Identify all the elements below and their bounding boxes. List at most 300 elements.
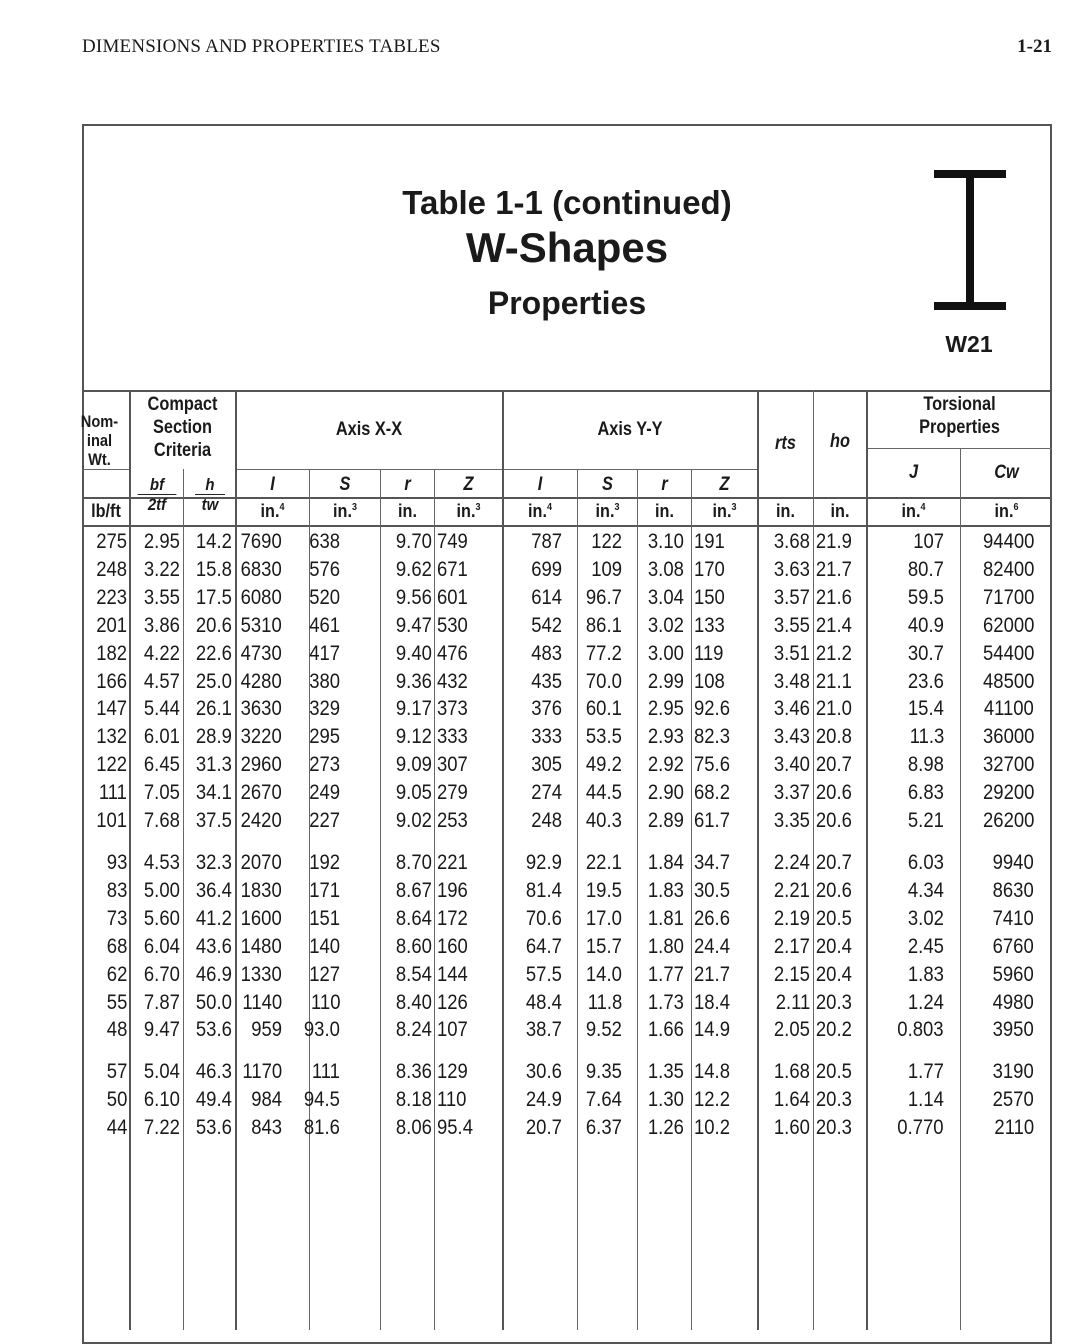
rx-cell: 8.54 — [396, 962, 432, 986]
ry-cell: 1.73 — [648, 990, 684, 1014]
fraction-numerator: h — [195, 475, 225, 495]
fraction-denominator: 2tf — [147, 495, 167, 514]
rx-cell: 8.36 — [396, 1060, 432, 1083]
iy-cell: 248 — [531, 809, 562, 832]
sy-cell: 77.2 — [586, 641, 622, 665]
zy-cell: 30.5 — [694, 878, 730, 902]
ry-cell: 3.02 — [648, 613, 684, 637]
ix-cell: 959 — [251, 1018, 282, 1042]
zx-header: Z — [463, 474, 474, 495]
ry-cell: 1.80 — [648, 934, 684, 958]
zx-cell: 129 — [437, 1060, 468, 1083]
bf-2tf-cell: 6.04 — [144, 934, 180, 958]
sx-cell: 171 — [309, 878, 340, 902]
rts-cell: 3.35 — [774, 809, 810, 832]
header-line: Torsional — [923, 394, 996, 415]
sx-cell: 140 — [309, 934, 340, 958]
axis-xx-header: Axis X-X — [335, 419, 403, 440]
rule — [82, 469, 130, 470]
zy-cell: 133 — [694, 613, 725, 637]
ry-cell: 1.83 — [648, 878, 684, 902]
cw-cell: 2110 — [994, 1115, 1034, 1139]
iy-cell: 57.5 — [526, 962, 562, 986]
sx-cell: 249 — [309, 781, 340, 805]
cw-cell: 2570 — [992, 1087, 1034, 1111]
zx-cell: 107 — [437, 1018, 468, 1042]
zy-cell: 68.2 — [694, 781, 730, 805]
rts-cell: 2.24 — [774, 851, 810, 874]
bf-2tf-cell: 6.45 — [144, 753, 180, 777]
table-subtitle: Properties — [487, 285, 647, 321]
iy-cell: 38.7 — [526, 1018, 562, 1042]
table-row — [82, 612, 1052, 640]
ix-cell: 2420 — [240, 809, 282, 832]
unit-ho: in. — [830, 501, 850, 521]
cw-cell: 3950 — [992, 1018, 1034, 1042]
ry-cell: 3.04 — [648, 585, 684, 609]
ix-cell: 5310 — [240, 613, 282, 637]
bf-2tf-cell: 5.60 — [144, 906, 180, 930]
ry-cell: 1.30 — [648, 1087, 684, 1111]
header-line: Properties — [919, 417, 1000, 438]
h-tw-fraction — [195, 475, 225, 514]
h-tw-cell: 22.6 — [196, 641, 232, 665]
ho-cell: 20.3 — [816, 1115, 852, 1139]
ry-cell: 2.92 — [648, 753, 684, 777]
h-tw-cell: 53.6 — [196, 1115, 232, 1139]
bf-2tf-cell: 3.22 — [144, 557, 180, 581]
cw-cell: 26200 — [982, 809, 1034, 832]
cw-cell: 32700 — [982, 753, 1034, 777]
nominal-wt-cell: 182 — [96, 641, 127, 665]
ho-cell: 21.0 — [816, 697, 852, 721]
table-row — [82, 723, 1052, 751]
ry-header: r — [661, 474, 668, 495]
header-bottom-rule — [82, 497, 1052, 499]
rts-label: rts — [775, 433, 796, 454]
zy-cell: 21.7 — [694, 962, 730, 986]
sx-cell: 127 — [309, 962, 340, 986]
sx-cell: 111 — [311, 1060, 340, 1083]
page-number: 1-21 — [1017, 36, 1052, 57]
rts-cell: 1.64 — [774, 1087, 810, 1111]
sx-cell: 94.5 — [304, 1087, 340, 1111]
sy-cell: 109 — [591, 557, 622, 581]
cw-cell: 9940 — [992, 851, 1034, 874]
zy-cell: 26.6 — [694, 906, 730, 930]
sy-header: S — [602, 474, 613, 495]
unit-text: in. — [528, 501, 547, 521]
ix-cell: 1830 — [240, 878, 282, 902]
cw-cell: 4980 — [992, 990, 1034, 1014]
zx-cell: 221 — [437, 851, 468, 874]
nominal-wt-cell: 50 — [106, 1087, 127, 1111]
rx-cell: 9.56 — [396, 585, 432, 609]
ix-cell: 2670 — [240, 781, 282, 805]
sy-cell: 14.0 — [586, 962, 622, 986]
ix-cell: 843 — [251, 1115, 282, 1139]
iy-header: I — [537, 474, 543, 495]
h-tw-cell: 34.1 — [196, 781, 232, 805]
bf-2tf-cell: 3.86 — [144, 613, 180, 637]
ry-cell: 1.26 — [648, 1115, 684, 1139]
h-tw-cell: 31.3 — [196, 753, 232, 777]
ho-cell: 21.4 — [816, 613, 852, 637]
header-line: Wt. — [88, 450, 111, 469]
iy-cell: 614 — [531, 585, 562, 609]
rx-cell: 9.70 — [396, 530, 432, 553]
zx-cell: 95.4 — [437, 1115, 473, 1139]
iy-cell: 274 — [531, 781, 562, 805]
ix-cell: 2070 — [240, 851, 282, 874]
j-cell: 0.770 — [897, 1115, 944, 1139]
rx-cell: 9.09 — [396, 753, 432, 777]
rx-cell: 8.06 — [396, 1115, 432, 1139]
unit-text: in. — [260, 501, 280, 521]
zy-cell: 82.3 — [694, 725, 730, 749]
h-tw-cell: 43.6 — [196, 934, 232, 958]
nominal-wt-header — [78, 412, 121, 469]
table-row — [82, 1016, 1052, 1044]
compact-section-header — [137, 393, 227, 462]
bf-2tf-cell: 7.68 — [144, 809, 180, 832]
rx-cell: 9.05 — [396, 781, 432, 805]
sy-cell: 70.0 — [586, 669, 622, 693]
unit-text: in. — [901, 501, 921, 521]
ho-cell: 20.5 — [816, 906, 852, 930]
h-tw-cell: 32.3 — [196, 851, 232, 874]
j-cell: 23.6 — [908, 669, 944, 693]
nominal-wt-cell: 48 — [106, 1018, 127, 1042]
rx-cell: 8.64 — [396, 906, 432, 930]
sy-cell: 86.1 — [586, 613, 622, 637]
zy-cell: 12.2 — [694, 1087, 730, 1111]
j-cell: 1.14 — [908, 1087, 944, 1111]
h-tw-cell: 36.4 — [196, 878, 232, 902]
sy-cell: 49.2 — [586, 753, 622, 777]
bf-2tf-cell: 4.57 — [144, 669, 180, 693]
zy-cell: 170 — [694, 557, 725, 581]
rts-cell: 2.05 — [774, 1018, 810, 1042]
sy-cell: 44.5 — [586, 781, 622, 805]
table-row — [82, 807, 1052, 835]
ix-cell: 7690 — [240, 530, 282, 553]
cw-cell: 54400 — [982, 641, 1034, 665]
bf-2tf-cell: 6.70 — [144, 962, 180, 986]
sy-cell: 6.37 — [586, 1115, 622, 1139]
rts-cell: 3.37 — [774, 781, 810, 805]
unit-cw: in.$^6$ — [994, 501, 1019, 521]
rts-header — [762, 432, 809, 455]
bf-2tf-cell: 6.01 — [144, 725, 180, 749]
unit-text: in. — [595, 501, 615, 521]
h-tw-cell: 25.0 — [196, 669, 232, 693]
table-row — [82, 584, 1052, 612]
sx-cell: 151 — [309, 906, 340, 930]
table-row — [82, 905, 1052, 933]
h-tw-cell: 20.6 — [196, 613, 232, 637]
ix-cell: 984 — [251, 1087, 282, 1111]
header-line: Nom- — [80, 412, 119, 431]
fraction-denominator: tw — [201, 495, 219, 514]
rts-cell: 3.55 — [774, 613, 810, 637]
bf-2tf-fraction — [138, 475, 177, 514]
sx-cell: 110 — [310, 990, 340, 1014]
cw-cell: 41100 — [983, 697, 1034, 721]
h-tw-cell: 46.9 — [196, 962, 232, 986]
cw-cell: 7410 — [992, 906, 1034, 930]
zx-cell: 476 — [437, 641, 468, 665]
rts-cell: 1.68 — [774, 1060, 810, 1083]
rts-cell: 3.68 — [774, 530, 810, 553]
ho-cell: 20.3 — [816, 990, 852, 1014]
nominal-wt-cell: 122 — [96, 753, 127, 777]
ho-cell: 21.9 — [816, 530, 852, 553]
j-cell: 1.77 — [908, 1060, 944, 1083]
rx-cell: 8.18 — [396, 1087, 432, 1111]
rx-cell: 8.67 — [396, 878, 432, 902]
table-row — [82, 556, 1052, 584]
zx-cell: 196 — [437, 878, 468, 902]
iy-cell: 24.9 — [526, 1087, 562, 1111]
table-row — [82, 779, 1052, 807]
zx-cell: 110 — [437, 1087, 467, 1111]
sy-cell: 17.0 — [586, 906, 622, 930]
j-cell: 8.98 — [908, 753, 944, 777]
rx-cell: 8.40 — [396, 990, 432, 1014]
nominal-wt-cell: 57 — [106, 1060, 127, 1083]
nominal-wt-cell: 248 — [96, 557, 127, 581]
rx-header: r — [404, 474, 411, 495]
ho-cell: 20.8 — [816, 725, 852, 749]
bf-2tf-cell: 7.05 — [144, 781, 180, 805]
h-tw-cell: 41.2 — [196, 906, 232, 930]
table-row — [82, 849, 1052, 877]
cw-cell: 29200 — [982, 781, 1034, 805]
nominal-wt-cell: 68 — [106, 934, 127, 958]
rts-cell: 2.17 — [774, 934, 810, 958]
cw-header: Cw — [994, 462, 1019, 483]
table-number-title: Table 1-1 (continued) — [402, 184, 732, 221]
rule — [866, 448, 1052, 449]
iy-cell: 305 — [531, 753, 562, 777]
bf-2tf-cell: 6.10 — [144, 1087, 180, 1111]
nominal-wt-cell: 73 — [106, 906, 127, 930]
ho-header — [818, 430, 863, 453]
h-tw-cell: 28.9 — [196, 725, 232, 749]
j-cell: 40.9 — [908, 613, 944, 637]
table-row — [82, 877, 1052, 905]
sy-cell: 19.5 — [586, 878, 622, 902]
ho-cell: 21.7 — [816, 557, 852, 581]
unit-ry: in. — [655, 501, 674, 521]
ry-cell: 2.90 — [648, 781, 684, 805]
rts-cell: 2.15 — [774, 962, 810, 986]
bf-2tf-cell: 5.44 — [144, 697, 180, 721]
nominal-wt-cell: 101 — [96, 809, 127, 832]
nominal-wt-cell: 132 — [96, 725, 127, 749]
cw-cell: 82400 — [982, 557, 1034, 581]
bf-2tf-cell: 4.22 — [144, 641, 180, 665]
zx-cell: 373 — [437, 697, 468, 721]
iy-cell: 92.9 — [526, 851, 562, 874]
nominal-wt-cell: 201 — [96, 613, 127, 637]
unit-wt: lb/ft — [91, 501, 121, 521]
zx-cell: 671 — [437, 557, 468, 581]
h-tw-cell: 15.8 — [196, 557, 232, 581]
axis-yy-header: Axis Y-Y — [597, 419, 663, 440]
h-tw-cell: 50.0 — [196, 990, 232, 1014]
unit-ix: in.$^4$ — [260, 501, 285, 521]
rx-cell: 9.12 — [396, 725, 432, 749]
zy-cell: 14.9 — [694, 1018, 730, 1042]
bf-2tf-cell: 9.47 — [144, 1018, 180, 1042]
ix-cell: 1170 — [242, 1060, 282, 1083]
zy-cell: 119 — [694, 641, 724, 665]
zy-cell: 61.7 — [694, 809, 730, 832]
h-tw-cell: 49.4 — [196, 1087, 232, 1111]
unit-rx: in. — [398, 501, 417, 521]
h-tw-cell: 46.3 — [196, 1060, 232, 1083]
nominal-wt-cell: 55 — [106, 990, 127, 1014]
ry-cell: 2.93 — [648, 725, 684, 749]
sx-cell: 380 — [309, 669, 340, 693]
rule — [237, 469, 757, 470]
ho-cell: 21.2 — [816, 641, 852, 665]
rx-cell: 8.70 — [396, 851, 432, 874]
sy-cell: 96.7 — [586, 585, 622, 609]
zy-cell: 18.4 — [694, 990, 730, 1014]
sx-cell: 227 — [309, 809, 340, 832]
nominal-wt-cell: 83 — [106, 878, 127, 902]
torsional-header — [880, 393, 1039, 439]
sy-cell: 9.35 — [586, 1060, 622, 1083]
fraction-numerator: bf — [138, 475, 177, 495]
ry-cell: 3.00 — [648, 641, 684, 665]
ho-cell: 20.5 — [816, 1060, 852, 1083]
sx-cell: 329 — [309, 697, 340, 721]
zx-cell: 279 — [437, 781, 468, 805]
cw-cell: 48500 — [982, 669, 1034, 693]
iy-cell: 20.7 — [526, 1115, 562, 1139]
sx-cell: 576 — [309, 557, 340, 581]
table-row — [82, 933, 1052, 961]
ix-cell: 1140 — [242, 990, 282, 1014]
iy-cell: 376 — [531, 697, 562, 721]
sx-cell: 93.0 — [304, 1018, 340, 1042]
ix-cell: 1600 — [240, 906, 282, 930]
running-head: DIMENSIONS AND PROPERTIES TABLES — [82, 36, 441, 57]
ry-cell: 2.95 — [648, 697, 684, 721]
ry-cell: 1.77 — [648, 962, 684, 986]
zy-cell: 191 — [694, 530, 725, 553]
table-row — [82, 1114, 1052, 1142]
sy-cell: 53.5 — [586, 725, 622, 749]
iy-cell: 483 — [531, 641, 562, 665]
rts-cell: 2.11 — [775, 990, 810, 1014]
nominal-wt-cell: 44 — [106, 1115, 127, 1139]
unit-text: in. — [712, 501, 732, 521]
sy-cell: 11.8 — [587, 990, 622, 1014]
j-cell: 6.03 — [908, 851, 944, 874]
ho-cell: 20.6 — [816, 781, 852, 805]
ix-header: I — [270, 474, 275, 495]
nominal-wt-cell: 147 — [96, 697, 127, 721]
zx-cell: 144 — [437, 962, 468, 986]
cw-cell: 8630 — [992, 878, 1034, 902]
zx-cell: 432 — [437, 669, 468, 693]
ry-cell: 1.81 — [648, 906, 684, 930]
sx-cell: 192 — [309, 851, 340, 874]
cw-cell: 62000 — [982, 613, 1034, 637]
zx-cell: 172 — [437, 906, 468, 930]
ix-cell: 6080 — [240, 585, 282, 609]
iy-cell: 81.4 — [526, 878, 562, 902]
ix-cell: 3630 — [240, 697, 282, 721]
ho-cell: 20.6 — [816, 809, 852, 832]
ho-cell: 20.4 — [816, 962, 852, 986]
j-cell: 5.21 — [908, 809, 944, 832]
sy-cell: 15.7 — [586, 934, 622, 958]
shape-family-title: W-Shapes — [465, 224, 669, 271]
table-row — [82, 1058, 1052, 1086]
h-tw-cell: 14.2 — [196, 530, 232, 553]
j-cell: 1.83 — [908, 962, 944, 986]
ry-cell: 2.89 — [648, 809, 684, 832]
unit-sx: in.$^3$ — [333, 501, 357, 521]
cw-cell: 3190 — [992, 1060, 1034, 1083]
unit-iy: in.$^4$ — [528, 501, 552, 521]
h-tw-cell: 26.1 — [196, 697, 232, 721]
rx-cell: 9.17 — [396, 697, 432, 721]
sy-cell: 40.3 — [586, 809, 622, 832]
unit-rts: in. — [776, 501, 795, 521]
rts-cell: 3.48 — [774, 669, 810, 693]
zy-cell: 75.6 — [694, 753, 730, 777]
ix-cell: 2960 — [240, 753, 282, 777]
nominal-wt-cell: 62 — [106, 962, 127, 986]
ix-cell: 1330 — [240, 962, 282, 986]
unit-sy: in.$^3$ — [595, 501, 620, 521]
ry-cell: 1.84 — [648, 851, 684, 874]
rts-cell: 3.57 — [774, 585, 810, 609]
h-tw-cell: 53.6 — [196, 1018, 232, 1042]
j-cell: 11.3 — [909, 725, 944, 749]
ho-cell: 20.7 — [816, 753, 852, 777]
ho-label: ho — [830, 431, 850, 452]
sx-cell: 273 — [309, 753, 340, 777]
zy-cell: 108 — [694, 669, 725, 693]
zy-cell: 10.2 — [694, 1115, 730, 1139]
j-header: J — [908, 462, 919, 483]
iy-cell: 333 — [531, 725, 562, 749]
table-row — [82, 528, 1052, 556]
h-tw-cell: 17.5 — [196, 585, 232, 609]
ix-cell: 1480 — [240, 934, 282, 958]
j-cell: 2.45 — [908, 934, 944, 958]
nominal-wt-cell: 275 — [96, 530, 127, 553]
sy-cell: 122 — [591, 530, 622, 553]
zx-cell: 160 — [437, 934, 468, 958]
ix-cell: 3220 — [240, 725, 282, 749]
j-cell: 30.7 — [908, 641, 944, 665]
cw-cell: 36000 — [982, 725, 1034, 749]
j-cell: 6.83 — [908, 781, 944, 805]
rts-cell: 1.60 — [774, 1115, 810, 1139]
bf-2tf-cell: 7.22 — [144, 1115, 180, 1139]
cw-cell: 94400 — [982, 530, 1034, 553]
rts-cell: 3.51 — [774, 641, 810, 665]
